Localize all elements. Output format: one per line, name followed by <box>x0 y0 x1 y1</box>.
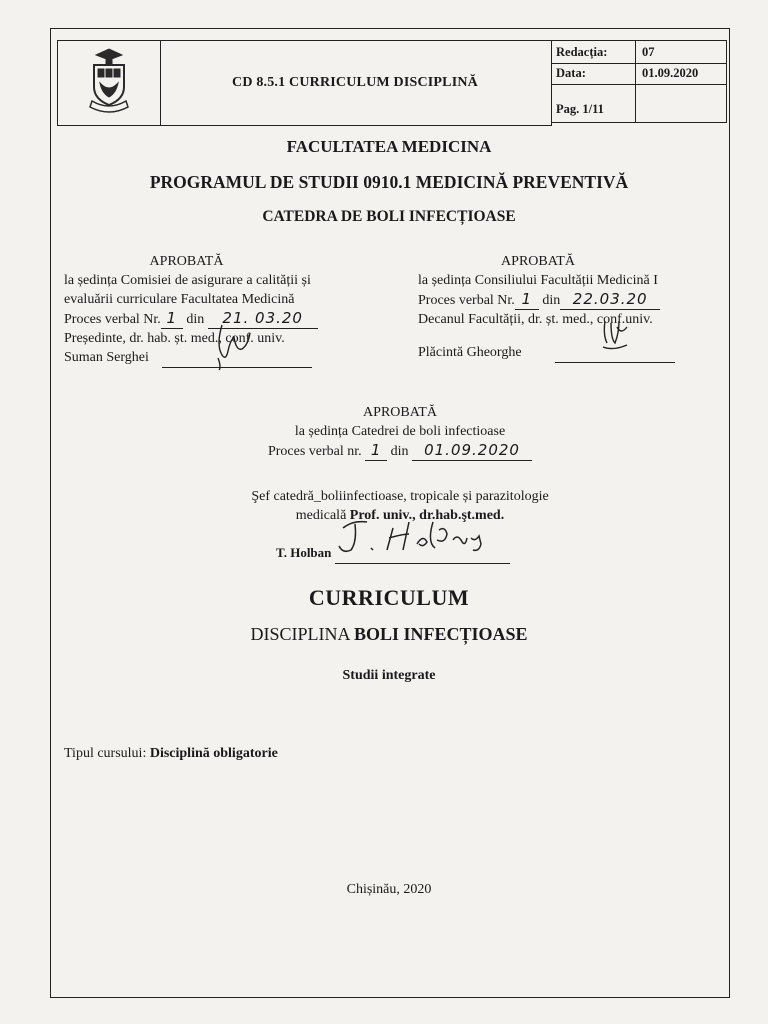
department-head-signer: T. Holban <box>276 545 332 560</box>
pv-prefix: Proces verbal Nr. <box>418 293 515 308</box>
approval-center-pv <box>230 441 570 461</box>
pv-date: 22.03.20 <box>560 290 660 310</box>
approval-left-title: APROBATĂ <box>149 254 224 269</box>
signature-icon <box>337 516 507 556</box>
discipline-name: BOLI INFECȚIOASE <box>353 624 528 644</box>
curriculum-title: CURRICULUM <box>308 585 470 610</box>
pv-date: 01.09.2020 <box>412 441 532 461</box>
approval-right-pv <box>418 290 718 310</box>
department-title: CATEDRA DE BOLI INFECȚIOASE <box>262 208 516 225</box>
pv-number: 1 <box>365 441 387 461</box>
head-plain: medicală <box>295 508 350 523</box>
data-value: 01.09.2020 <box>642 66 699 80</box>
program-title: PROGRAMUL DE STUDII 0910.1 MEDICINĂ PREVENTIVĂ <box>149 172 629 192</box>
meta-row-redactia <box>551 40 727 64</box>
approval-right-line1: la ședința Consiliului Facultății Medicină I <box>418 273 658 288</box>
course-type <box>64 746 278 762</box>
approval-right-title: APROBATĂ <box>501 254 575 269</box>
meta-row-page <box>551 84 727 123</box>
pv-number: 1 <box>161 309 183 329</box>
logo-cell <box>57 40 161 126</box>
signature-line <box>162 348 312 368</box>
discipline-prefix: DISCIPLINA <box>250 624 354 644</box>
studies-type: Studii integrate <box>342 668 436 683</box>
department-head-signer-row <box>276 543 536 564</box>
approval-left-signer: Suman Serghei <box>64 350 149 365</box>
pv-din: din <box>186 312 205 327</box>
approval-left-line2: evaluării curriculare Facultatea Medicină <box>64 292 295 307</box>
approval-right-line3: Decanul Facultății, dr. șt. med., conf.univ. <box>418 312 653 327</box>
signature-line <box>335 544 510 564</box>
department-head-line1: Şef catedră_boliinfectioase, tropicale și parazitologie <box>251 489 549 504</box>
document-code: CD 8.5.1 CURRICULUM DISCIPLINĂ <box>159 40 552 126</box>
approval-right-signer-row <box>418 343 718 363</box>
pv-prefix: Proces verbal Nr. <box>64 312 161 327</box>
discipline-title <box>50 624 728 645</box>
redactia-value: 07 <box>642 45 655 59</box>
signature-line <box>555 343 675 363</box>
approval-left-line4: Președinte, dr. hab. șt. med., conf. univ. <box>64 331 285 346</box>
head-bold: Prof. univ., dr.hab.şt.med. <box>349 508 505 523</box>
approval-center <box>230 403 570 461</box>
faculty-title: FACULTATEA MEDICINA <box>286 137 492 156</box>
approval-center-line1: la ședința Catedrei de boli infectioase <box>294 424 506 439</box>
redactia-label: Redacția: <box>556 45 608 59</box>
approval-left <box>64 252 394 368</box>
pv-date: 21. 03.20 <box>208 309 318 329</box>
approval-left-line1: la ședința Comisiei de asigurare a calității și <box>64 273 311 288</box>
university-crest-icon <box>58 41 160 125</box>
document-meta <box>551 40 725 124</box>
signature-icon <box>210 320 270 370</box>
meta-row-data <box>551 62 727 85</box>
signature-icon <box>595 317 635 361</box>
document-header <box>57 40 727 126</box>
page-label: Pag. 1/11 <box>556 102 604 116</box>
pv-number: 1 <box>515 290 539 310</box>
approval-right <box>418 252 718 363</box>
pv-din: din <box>390 444 409 459</box>
pv-din: din <box>542 293 561 308</box>
course-type-label: Tipul cursului: <box>64 746 150 761</box>
pv-prefix: Proces verbal nr. <box>267 444 362 459</box>
approval-center-title: APROBATĂ <box>363 405 437 420</box>
approval-left-signer-row <box>64 348 394 368</box>
data-label: Data: <box>556 66 586 80</box>
approval-right-signer: Plăcintă Gheorghe <box>418 345 522 360</box>
course-type-value: Disciplină obligatorie <box>149 746 278 761</box>
city-year: Chișinău, 2020 <box>346 882 432 897</box>
